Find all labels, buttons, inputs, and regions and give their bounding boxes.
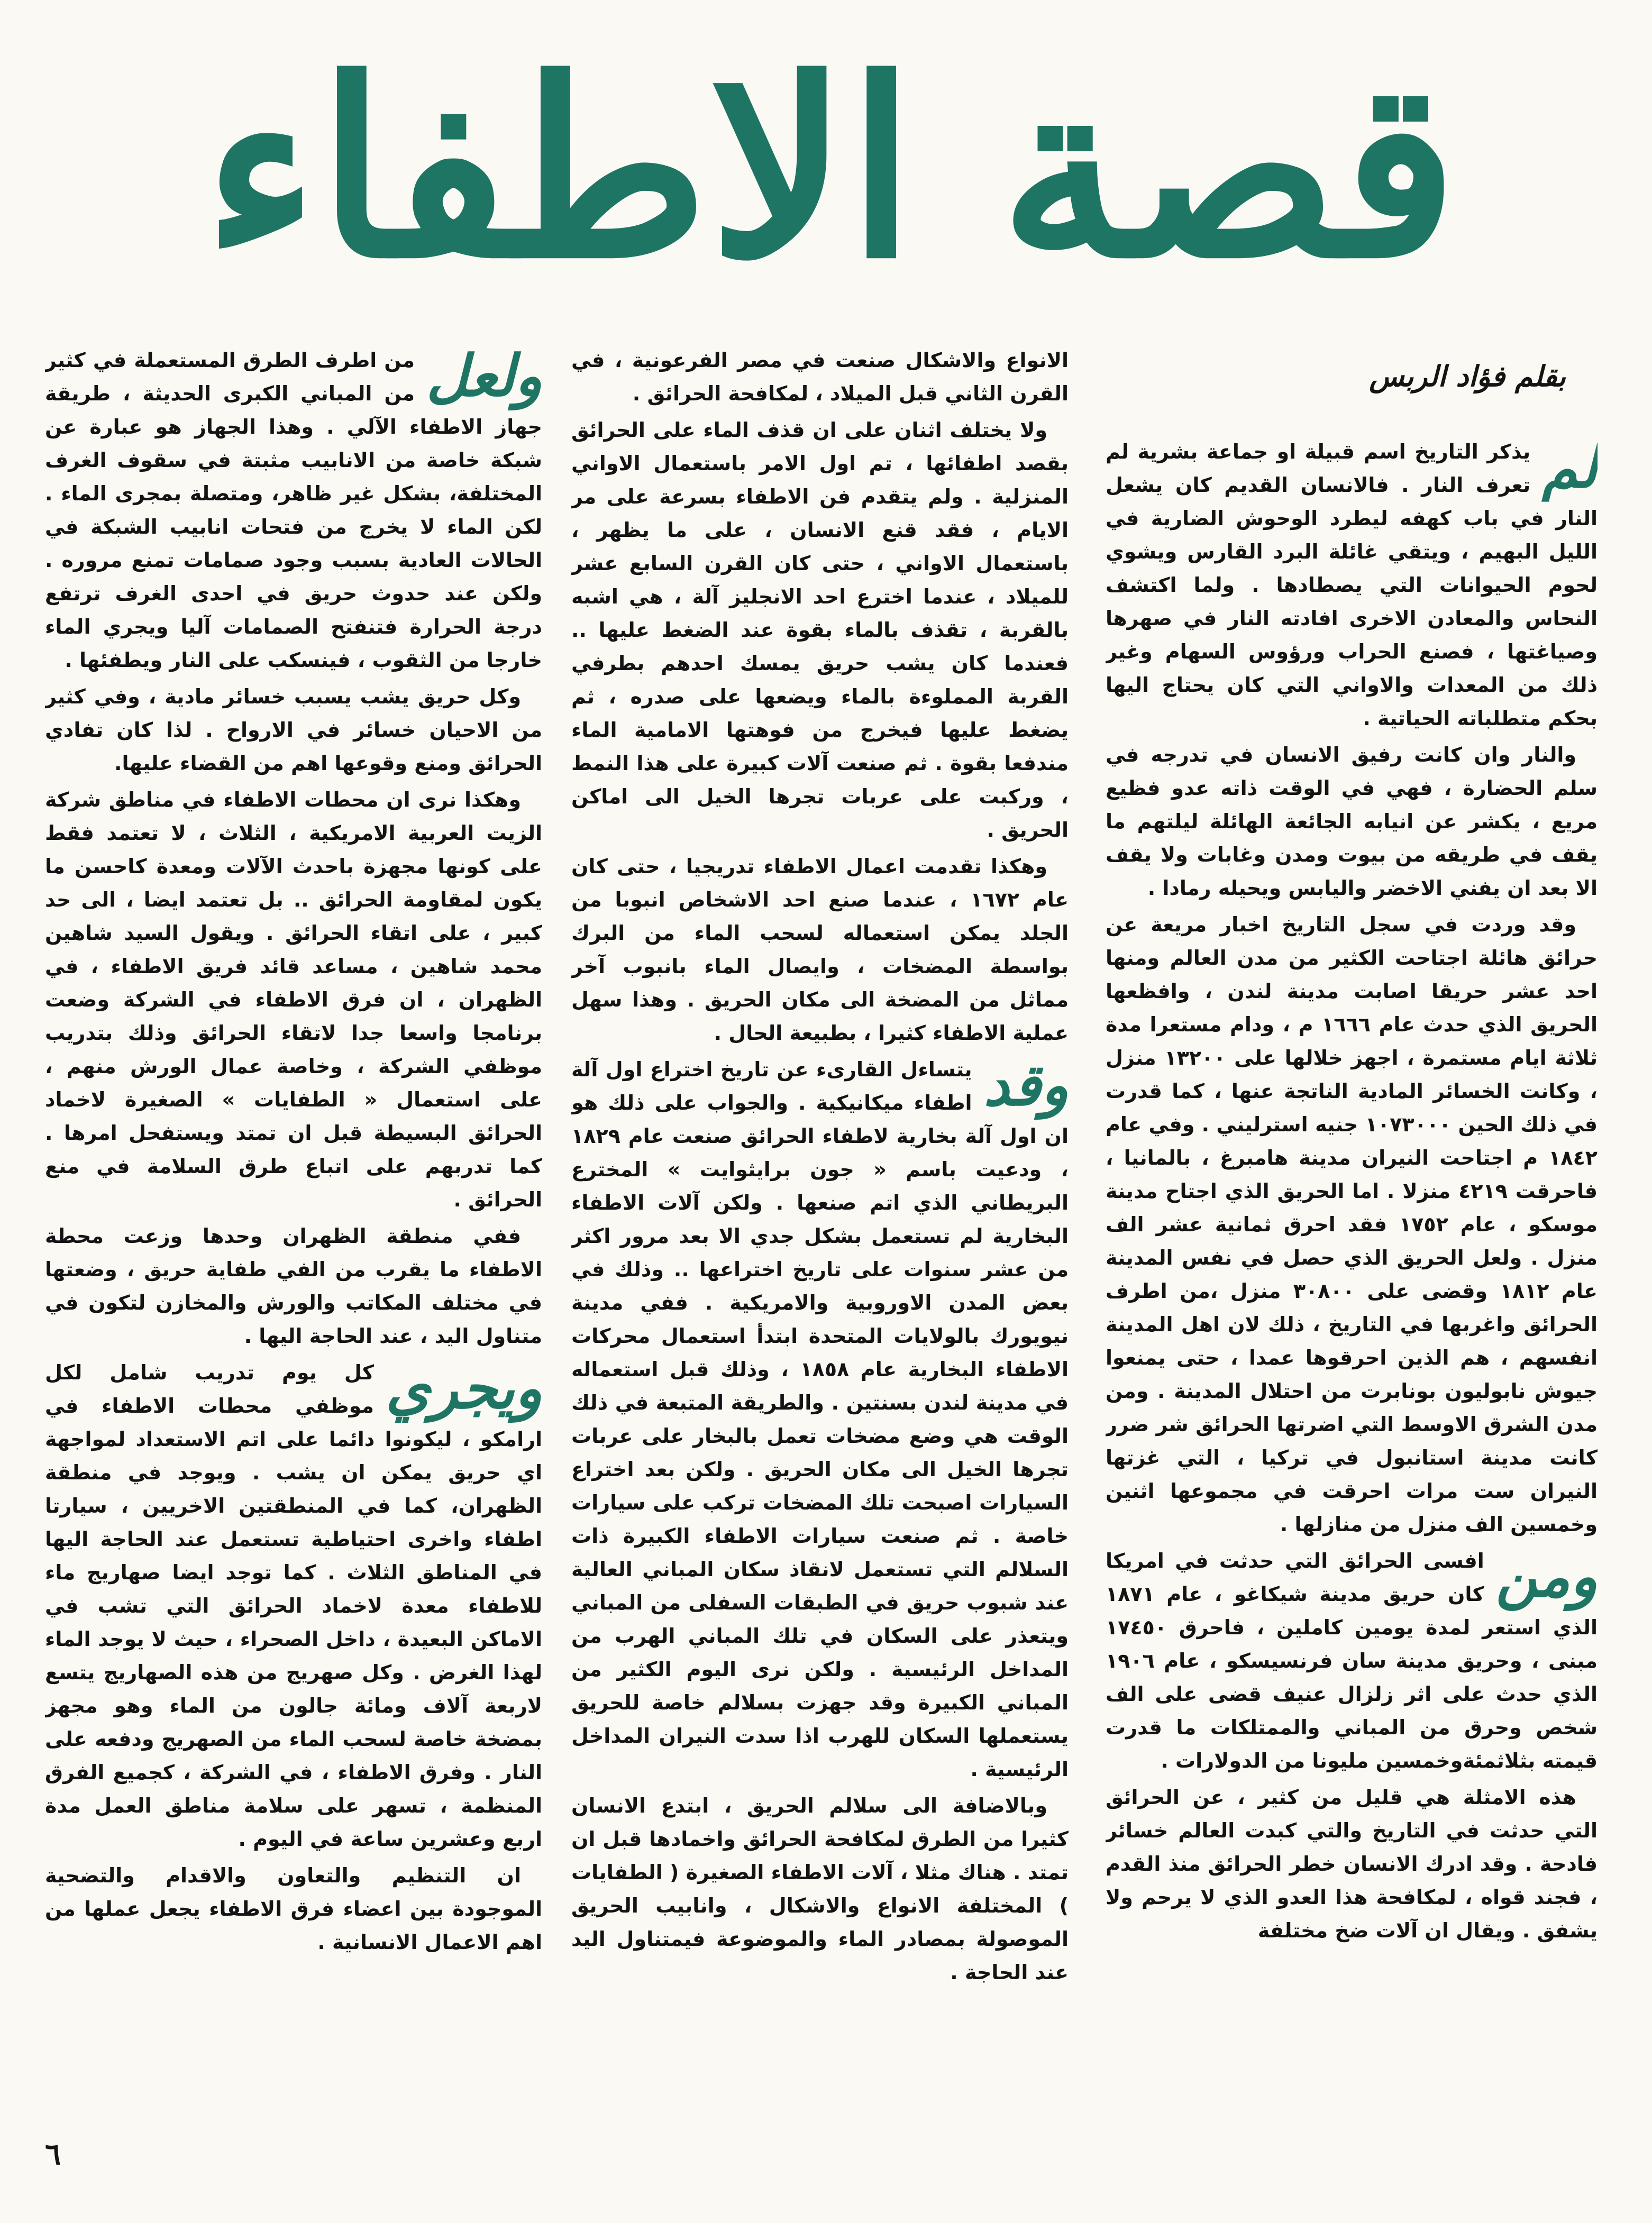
article-title: [95, 21, 1566, 317]
paragraph: ويجري كل يوم تدريب شامل لكل موظفي محطات الاطفاء في ارامكو ، ليكونوا دائما على اتم الاستعداد لمواجهة اي حريق يمكن ان يشب . ويوجد في منطقة الظهران، كما في المنطقتين الاخريين ، سيارتا اطفاء واخرى احتياطية تستعمل عند الحاجة اليها في المناطق الثلاث . كما توجد ايضا صهاريج ماء للاطفاء معدة لاخماد الحرائق التي تشب في الاماكن البعيدة ، داخل الصحراء ، حيث لا يوجد الماء لهذا الغرض . وكل صهريج من هذه الصهاريج يتسع لاربعة آلاف ومائة جالون من الماء وهو مجهز بمضخة خاصة لسحب الماء من الصهريج ودفعه على النار . وفرق الاطفاء ، في الشركة ، كجميع الفرق المنظمة ، تسهر على سلامة مناطق العمل مدة اربع وعشرين ساعة في اليوم .: [45, 1355, 542, 1851]
drop-word: ويجري: [385, 1355, 542, 1422]
column-right: [1106, 344, 1598, 2110]
paragraph: ولا يختلف اثنان على ان قذف الماء على الحرائق بقصد اطفائها ، تم اول الامر باستعمال الاواني المنزلية . ولم يتقدم فن الاطفاء بسرعة على مر الايام ، فقد قنع الانسان ، على ما يظهر ، باستعمال الاواني ، حتى كان القرن السابع عشر للميلاد ، عندما اخترع احد الانجليز آلة ، هي اشبه بالقربة ، تقذف بالماء بقوة عند الضغط عليها .. فعندما كان يشب حريق يمسك احدهم بطرفي القربة المملوءة بالماء ويضعها على صدره ، ثم يضغط عليها فيخرج من فوهتها الامامية الماء مندفعا بقوة . ثم صنعت آلات كبيرة على هذا النمط ، وركبت على عربات تجرها الخيل الى اماكن الحريق .: [571, 418, 1069, 841]
paragraph: وهكذا تقدمت اعمال الاطفاء تدريجيا ، حتى كان عام ١٦٧٢ ، عندما صنع احد الاشخاص انبوبا من الجلد يمكن استعماله لسحب الماء من البرك بواسطة المضخات ، وايصال الماء بانبوب آخر مماثل من المضخة الى مكان الحريق . وهذا سهل عملية الاطفاء كثيرا ، بطبيعة الحال .: [571, 855, 1069, 1045]
paragraph: والنار وان كانت رفيق الانسان في تدرجه في سلم الحضارة ، فهي في الوقت ذاته عدو فظيع مريع ، يكشر عن انيابه الجائعة الهائلة ليلتهم ما يقف في طريقه من بيوت ومدن وغابات ولا يقف الا بعد ان يفني الاخضر واليابس ويحيله رمادا .: [1106, 743, 1598, 900]
paragraph: وبالاضافة الى سلالم الحريق ، ابتدع الانسان كثيرا من الطرق لمكافحة الحرائق واخمادها قبل ان تمتد . هناك مثلا ، آلات الاطفاء الصغيرة ( الطفايات ) المختلفة الانواع والاشكال ، وانابيب الحريق الموصولة بمصادر الماء والموضوعة فيمتناول اليد عند الحاجة .: [571, 1794, 1069, 1984]
paragraph: الانواع والاشكال صنعت في مصر الفرعونية ، في القرن الثاني قبل الميلاد ، لمكافحة الحرائق .: [571, 349, 1069, 405]
paragraph: وهكذا نرى ان محطات الاطفاء في مناطق شركة الزيت العربية الامريكية ، الثلاث ، لا تعتمد فقط على كونها مجهزة باحدث الآلات ومعدة كاحسن ما يكون لمقاومة الحرائق .. بل تعتمد ايضا ، الى حد كبير ، على اتقاء الحرائق . ويقول السيد شاهين محمد شاهين ، مساعد قائد فريق الاطفاء ، في الظهران ، ان فرق الاطفاء في الشركة وضعت برنامجا واسعا جدا لاتقاء الحرائق وذلك بتدريب موظفي الشركة ، وخاصة عمال الورش منهم ، على استعمال « الطفايات » الصغيرة لاخماد الحرائق البسيطة قبل ان تمتد ويستفحل امرها . كما تدربهم على اتباع طرق السلامة في منع الحرائق .: [45, 788, 542, 1211]
byline: بقلم فؤاد الربس: [1369, 359, 1566, 393]
paragraph: وقد يتساءل القارىء عن تاريخ اختراع اول آلة اطفاء ميكانيكية . والجواب على ذلك هو ان اول آلة بخارية لاطفاء الحرائق صنعت عام ١٨٢٩ ، ودعيت باسم « جون برايثوايت » المخترع البريطاني الذي اتم صنعها . ولكن آلات الاطفاء البخارية لم تستعمل بشكل جدي الا بعد مرور اكثر من عشر سنوات على تاريخ اختراعها .. وذلك في بعض المدن الاوروبية والامريكية . ففي مدينة نيويورك بالولايات المتحدة ابتدأ استعمال محركات الاطفاء البخارية عام ١٨٥٨ ، وذلك قبل استعماله في مدينة لندن بسنتين . والطريقة المتبعة في ذلك الوقت هي وضع مضخات تعمل بالبخار على عربات تجرها الخيل الى مكان الحريق . ولكن بعد اختراع السيارات اصبحت تلك المضخات تركب على سيارات خاصة . ثم صنعت سيارات الاطفاء الكبيرة ذات السلالم التي تستعمل لانقاذ سكان المباني العالية عند شبوب حريق في الطبقات السفلى من المباني ويتعذر على السكان في تلك المباني الهرب من المداخل الرئيسية . ولكن نرى اليوم الكثير من المباني الكبيرة وقد جهزت بسلالم خاصة للحريق يستعملها السكان للهرب اذا سدت النيران المداخل الرئيسية .: [571, 1052, 1069, 1781]
drop-word: ولعل: [426, 344, 542, 409]
page-number: ٦: [45, 2137, 61, 2172]
drop-word: لم: [1542, 434, 1598, 501]
paragraph: ففي منطقة الظهران وحدها وزعت محطة الاطفاء ما يقرب من الفي طفاية حريق ، وضعتها في مختلف المكاتب والورش والمخازن لتكون في متناول اليد ، عند الحاجة اليها .: [45, 1224, 542, 1348]
article-title-text: قصة الاطفاء: [203, 26, 1458, 312]
paragraph: وقد وردت في سجل التاريخ اخبار مريعة عن حرائق هائلة اجتاحت الكثير من مدن العالم ومنها احد عشر حريقا اصابت مدينة لندن ، وافظعها الحريق الذي حدث عام ١٦٦٦ م ، ودام مستعرا مدة ثلاثة ايام مستمرة ، اجهز خلالها على ١٣٢٠٠ منزل ، وكانت الخسائر المادية الناتجة عنها ، كما قدرت في ذلك الحين ١٠٧٣٠٠٠ جنيه استرليني . وفي عام ١٨٤٢ م اجتاحت النيران مدينة هامبرغ ، بالمانيا ، فاحرقت ٤٢١٩ منزلا . اما الحريق الذي اجتاح مدينة موسكو ، عام ١٧٥٢ فقد احرق ثمانية عشر الف منزل . ولعل الحريق الذي حصل في نفس المدينة عام ١٨١٢ وقضى على ٣٠٨٠٠ منزل ،من اطرف الحرائق واغربها في التاريخ ، ذلك لان اهل المدينة انفسهم ، هم الذين احرقوها عمدا ، حتى يمنعوا جيوش نابوليون بونابرت من احتلال المدينة . ومن مدن الشرق الاوسط التي اضرتها الحرائق شر ضرر كانت مدينة استانبول في تركيا ، التي غزتها النيران ست مرات احرقت في مجموعها اثنين وخمسين الف منزل من منازلها .: [1106, 913, 1598, 1536]
drop-word: ومن: [1495, 1543, 1598, 1610]
paragraph: ان التنظيم والتعاون والاقدام والتضحية الموجودة بين اعضاء فرق الاطفاء يجعل عملها من اهم الاعمال الانسانية .: [45, 1864, 542, 1954]
drop-word: وقد: [983, 1052, 1069, 1119]
paragraph: لم يذكر التاريخ اسم قبيلة او جماعة بشرية لم تعرف النار . فالانسان القديم كان يشعل النار في باب كهفه ليطرد الوحوش الضارية في الليل البهيم ، ويتقي غائلة البرد القارس ويشوي لحوم الحيوانات التي يصطادها . ولما اكتشف النحاس والمعادن الاخرى افادته النار في صهرها وصياغتها ، فصنع الحراب ورؤوس السهام وغير ذلك من المعدات والاواني التي كان يحتاج اليها بحكم متطلباته الحياتية .: [1106, 434, 1598, 730]
column-middle: [571, 344, 1069, 2110]
paragraph: هذه الامثلة هي قليل من كثير ، عن الحرائق التي حدثت في التاريخ والتي كبدت العالم خسائر فادحة . وقد ادرك الانسان خطر الحرائق منذ القدم ، فجند قواه ، لمكافحة هذا العدو الذي لا يرحم ولا يشفق . ويقال ان آلات ضخ مختلفة: [1106, 1786, 1598, 1942]
column-left: [45, 344, 542, 2110]
paragraph: وكل حريق يشب يسبب خسائر مادية ، وفي كثير من الاحيان خسائر في الارواح . لذا كان تفادي الحرائق ومنع وقوعها اهم من القضاء عليها.: [45, 685, 542, 775]
paragraph: ولعل من اطرف الطرق المستعملة في كثير من المباني الكبرى الحديثة ، طريقة جهاز الاطفاء الآلي . وهذا الجهاز هو عبارة عن شبكة خاصة من الانابيب مثبتة في سقوف الغرف المختلفة، بشكل غير ظاهر، ومتصلة بمجرى الماء . لكن الماء لا يخرج من فتحات انابيب الشبكة في الحالات العادية بسبب وجود صمامات تمنع مروره . ولكن عند حدوث حريق في احدى الغرف ترتفع درجة الحرارة فتنفتح الصمامات آليا ويجري الماء خارجا من الثقوب ، فينسكب على النار ويطفئها .: [45, 344, 542, 672]
paragraph: ومن افسى الحرائق التي حدثت في امريكا كان حريق مدينة شيكاغو ، عام ١٨٧١ الذي استعر لمدة يومين كاملين ، فاحرق ١٧٤٥٠ مبنى ، وحريق مدينة سان فرنسيسكو ، عام ١٩٠٦ الذي حدث على اثر زلزال عنيف قضى على الف شخص وحرق من المباني والممتلكات ما قدرت قيمته بثلاثمئةوخمسين مليونا من الدولارات .: [1106, 1543, 1598, 1772]
